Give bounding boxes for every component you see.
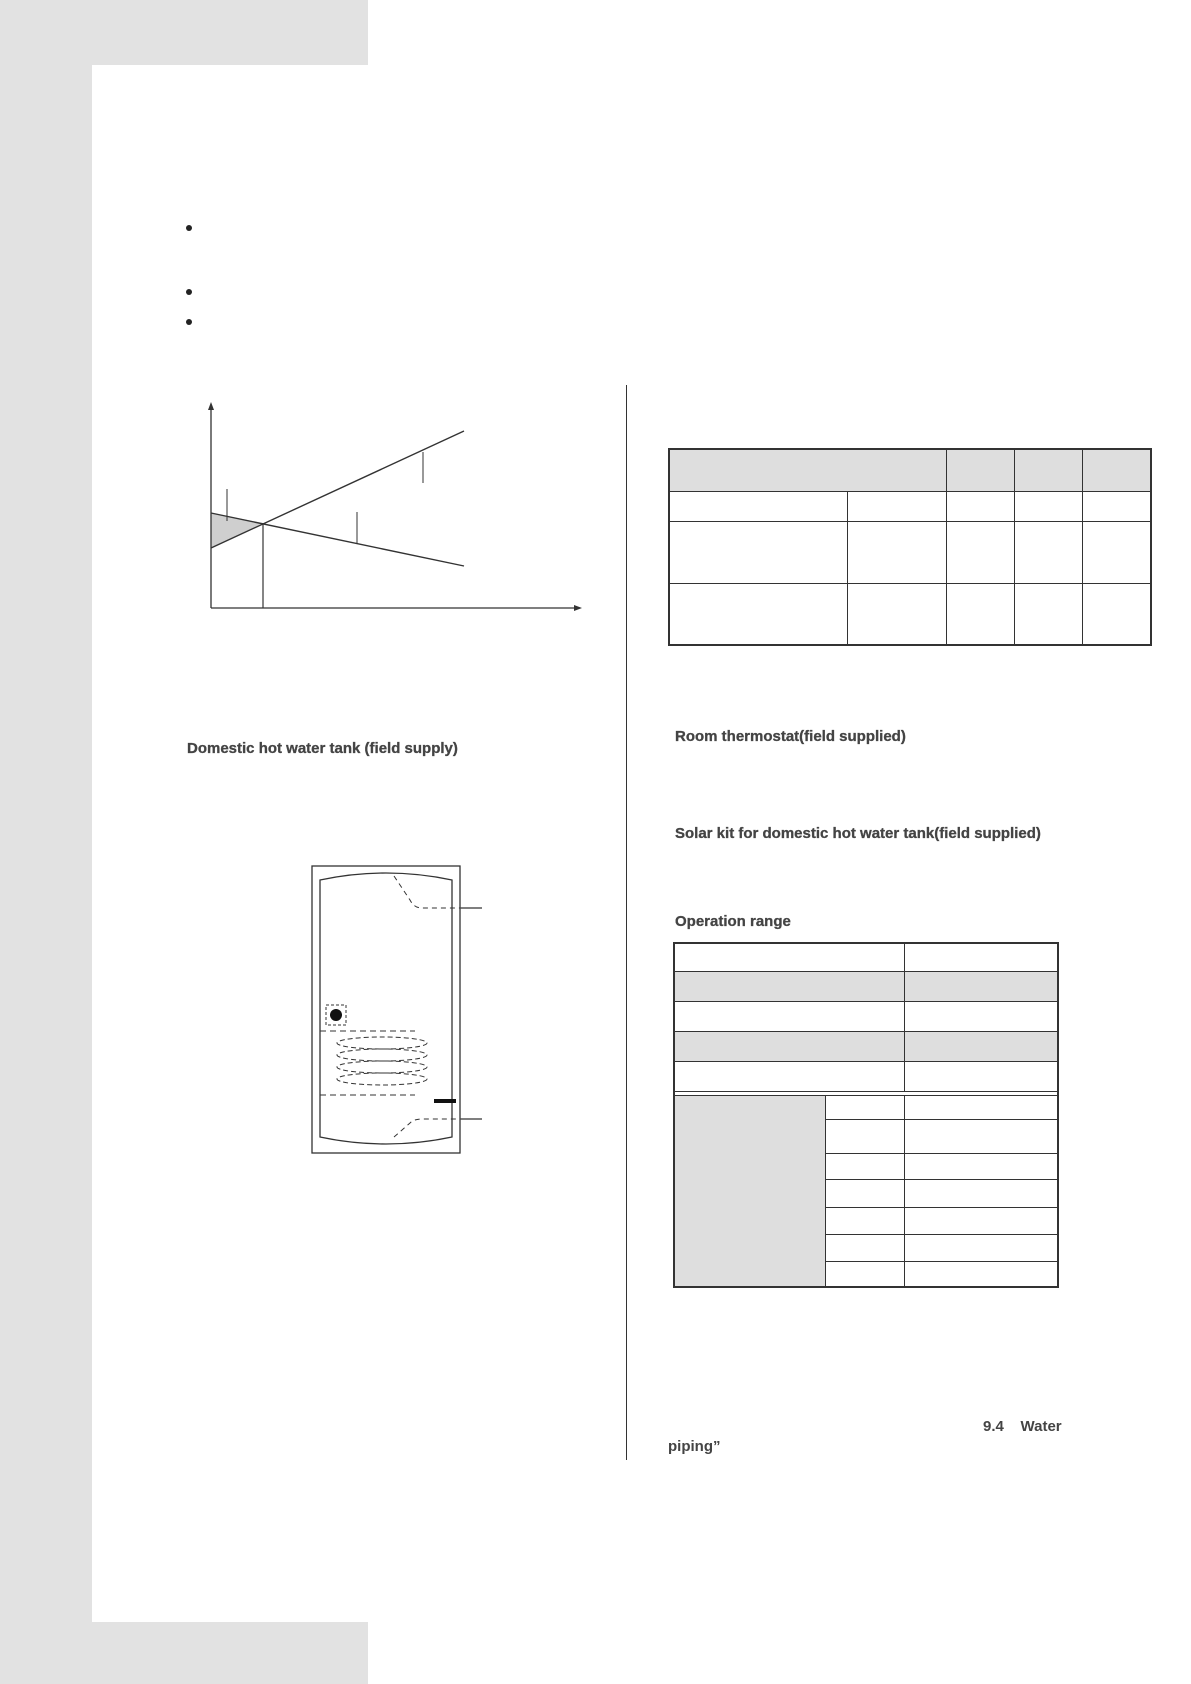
range-table-cell xyxy=(826,1261,905,1287)
range-table-cell xyxy=(826,1095,905,1119)
spec-table-cell xyxy=(1014,583,1082,645)
spec-table-header-cell xyxy=(946,449,1014,491)
left-margin-band xyxy=(0,0,92,1684)
footnote-section-ref: 9.4 Water xyxy=(983,1418,1062,1435)
x-axis-arrow xyxy=(574,605,582,611)
range-table-cell xyxy=(904,971,1058,1001)
operation-range-table xyxy=(673,942,1059,1288)
range-table-cell xyxy=(826,1234,905,1261)
range-table-cell xyxy=(826,1153,905,1179)
range-table-cell xyxy=(826,1207,905,1234)
rising-line xyxy=(211,431,464,548)
range-table-cell xyxy=(674,943,904,971)
range-table-cell xyxy=(904,1261,1058,1287)
upper-pipe-dashed xyxy=(394,876,465,908)
falling-line xyxy=(211,513,464,566)
coil-loop-2 xyxy=(337,1049,427,1061)
tank-body xyxy=(320,873,452,1144)
range-table-cell xyxy=(826,1179,905,1207)
range-table-cell xyxy=(674,1061,904,1091)
coil-loop-4 xyxy=(337,1073,427,1085)
range-table-cell xyxy=(904,943,1058,971)
heating-curve-diagram xyxy=(200,400,585,620)
spec-table-header-cell xyxy=(1082,449,1151,491)
coil-loop-1 xyxy=(337,1037,427,1049)
spec-table-cell xyxy=(946,521,1014,583)
range-table-cell xyxy=(904,1207,1058,1234)
solar-kit-heading: Solar kit for domestic hot water tank(field supplied) xyxy=(675,825,1041,842)
coil-loop-3 xyxy=(337,1061,427,1073)
spec-table-cell xyxy=(1082,491,1151,521)
bottom-margin-block xyxy=(92,1622,368,1684)
range-table-group-cell xyxy=(674,1095,826,1287)
range-table-cell xyxy=(674,1001,904,1031)
range-table-cell xyxy=(904,1095,1058,1119)
range-table-cell xyxy=(826,1119,905,1153)
spec-table-cell xyxy=(946,491,1014,521)
range-table-cell xyxy=(674,1031,904,1061)
bullet-2 xyxy=(186,289,192,295)
spec-table-cell xyxy=(848,583,947,645)
range-table-cell xyxy=(674,971,904,1001)
operation-range-heading: Operation range xyxy=(675,913,791,930)
top-margin-block xyxy=(92,0,368,65)
footnote-continuation: piping” xyxy=(668,1438,721,1455)
range-table-cell xyxy=(904,1031,1058,1061)
spec-table-header-cell xyxy=(669,449,946,491)
spec-table-cell xyxy=(669,491,848,521)
bullet-1 xyxy=(186,225,192,231)
dhw-tank-diagram xyxy=(310,864,485,1156)
spec-table-cell xyxy=(1082,583,1151,645)
spec-table xyxy=(668,448,1152,646)
spec-table-cell xyxy=(1014,521,1082,583)
spec-table-cell xyxy=(669,521,848,583)
range-table-cell xyxy=(904,1179,1058,1207)
range-table-cell xyxy=(904,1234,1058,1261)
spec-table-cell xyxy=(848,521,947,583)
range-table-cell xyxy=(904,1153,1058,1179)
room-thermostat-heading: Room thermostat(field supplied) xyxy=(675,728,906,745)
sensor-icon xyxy=(330,1009,342,1021)
dhw-tank-heading: Domestic hot water tank (field supply) xyxy=(187,740,458,757)
range-table-cell xyxy=(904,1119,1058,1153)
spec-table-header-cell xyxy=(1014,449,1082,491)
range-table-cell xyxy=(904,1001,1058,1031)
range-table-cell xyxy=(904,1061,1058,1091)
bullet-3 xyxy=(186,319,192,325)
spec-table-cell xyxy=(1014,491,1082,521)
spec-table-cell xyxy=(1082,521,1151,583)
lower-pipe-dashed xyxy=(394,1119,465,1137)
spec-table-cell xyxy=(669,583,848,645)
spec-table-cell xyxy=(946,583,1014,645)
y-axis-arrow xyxy=(208,402,214,410)
spec-table-cell xyxy=(848,491,947,521)
heater-element xyxy=(434,1099,456,1103)
column-divider xyxy=(626,385,627,1460)
